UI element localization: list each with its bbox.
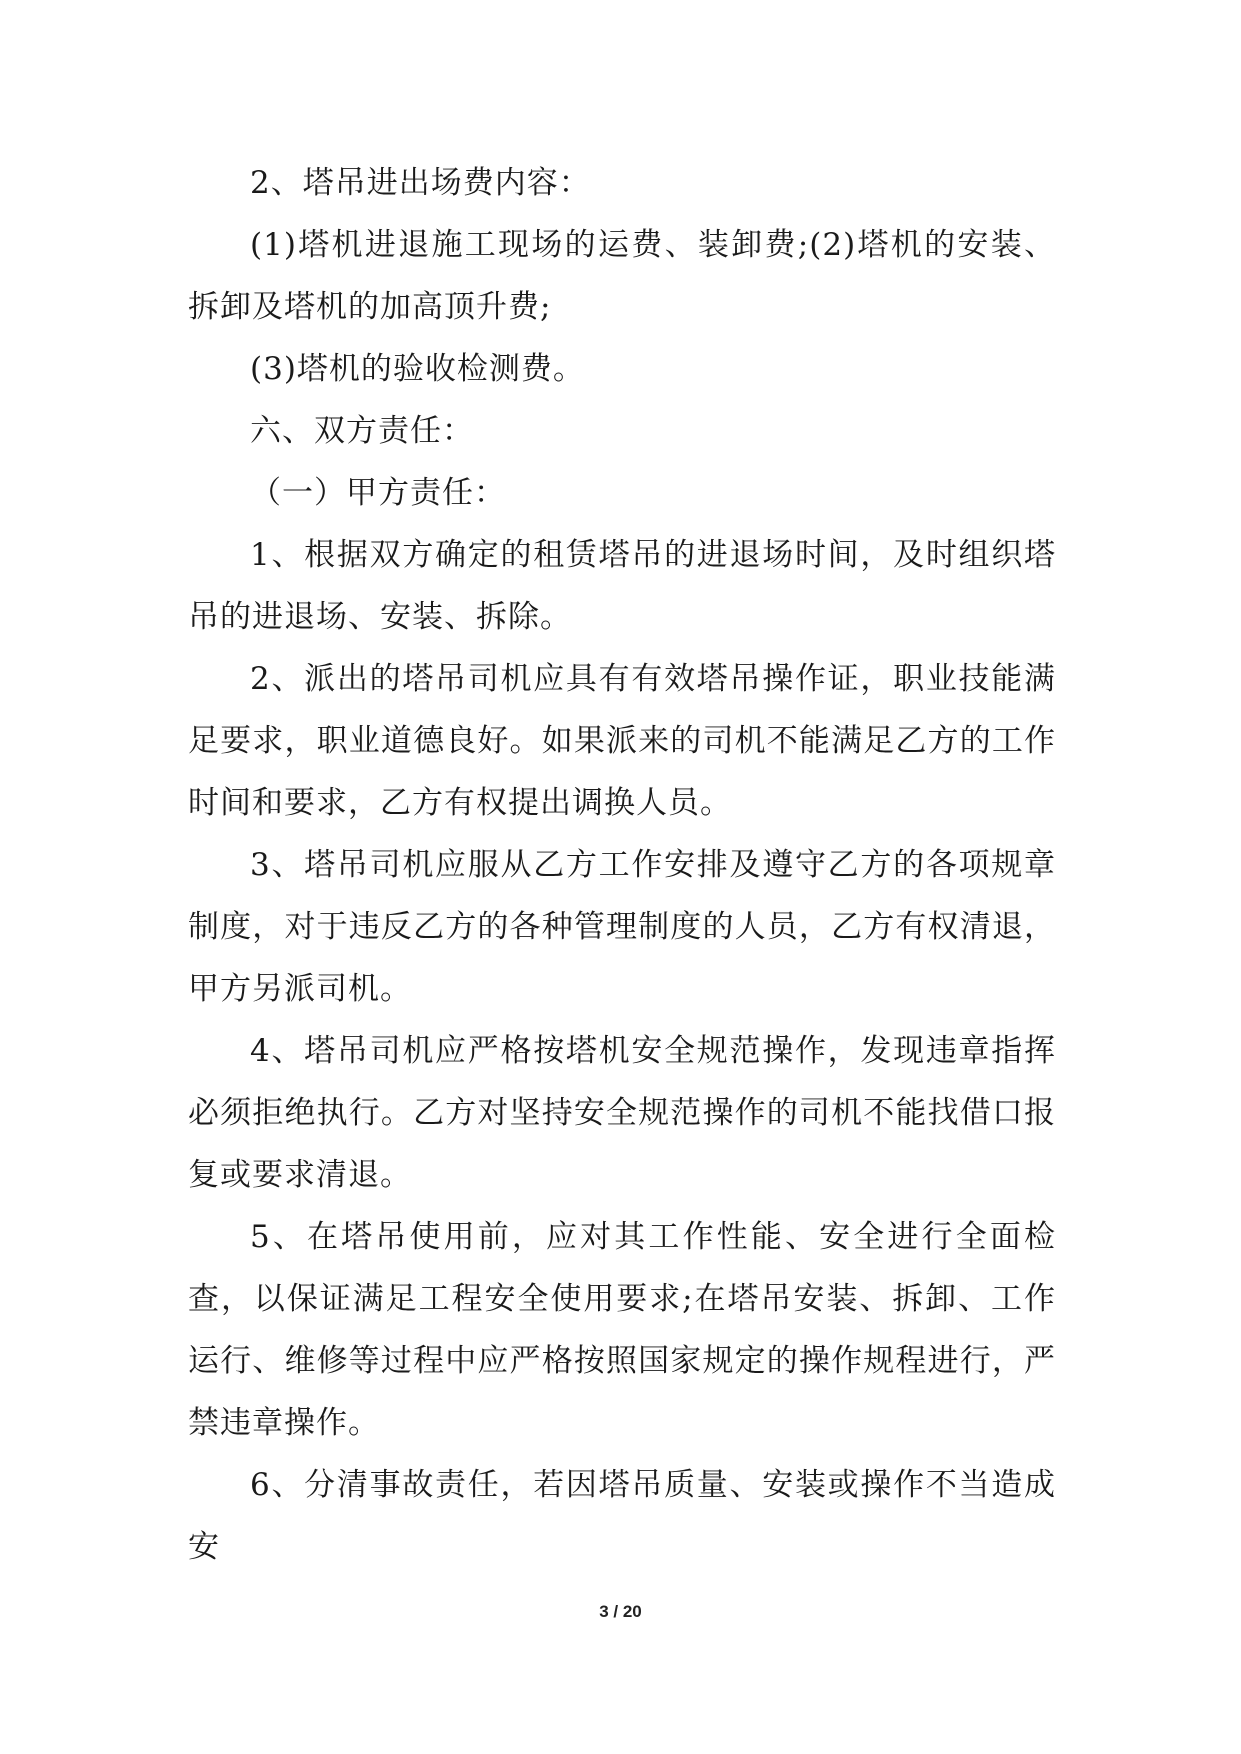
section-heading-responsibilities: 六、双方责任： bbox=[250, 413, 474, 449]
paragraph-fee-item-3: (3)塔机的验收检测费。 bbox=[250, 351, 585, 387]
paragraph-clause-2: 2、派出的塔吊司机应具有有效塔吊操作证，职业技能满足要求，职业道德良好。如果派来的司机不能满足乙方的工作时间和要求，乙方有权提出调换人员。 bbox=[188, 661, 1056, 821]
paragraph-clause-1: 1、根据双方确定的租赁塔吊的进退场时间，及时组织塔吊的进退场、安装、拆除。 bbox=[188, 537, 1056, 635]
page-number: 3 / 20 bbox=[599, 1602, 642, 1621]
paragraph-clause-4: 4、塔吊司机应严格按塔机安全规范操作，发现违章指挥必须拒绝执行。乙方对坚持安全规范操作的司机不能找借口报复或要求清退。 bbox=[188, 1033, 1056, 1193]
paragraph-entry-fee-heading: 2、塔吊进出场费内容： bbox=[250, 165, 591, 201]
subsection-heading-party-a: （一）甲方责任： bbox=[250, 475, 506, 511]
paragraph-fee-item-1-2: (1)塔机进退施工现场的运费、装卸费;(2)塔机的安装、拆卸及塔机的加高顶升费; bbox=[188, 227, 1056, 325]
paragraph-clause-3: 3、塔吊司机应服从乙方工作安排及遵守乙方的各项规章制度，对于违反乙方的各种管理制度的人员，乙方有权清退，甲方另派司机。 bbox=[188, 847, 1056, 1007]
document-body bbox=[188, 152, 1056, 1578]
paragraph-clause-6: 6、分清事故责任，若因塔吊质量、安装或操作不当造成安 bbox=[188, 1467, 1056, 1565]
paragraph-clause-5: 5、在塔吊使用前，应对其工作性能、安全进行全面检查，以保证满足工程安全使用要求;在塔吊安装、拆卸、工作运行、维修等过程中应严格按照国家规定的操作规程进行，严禁违章操作。 bbox=[188, 1219, 1056, 1441]
